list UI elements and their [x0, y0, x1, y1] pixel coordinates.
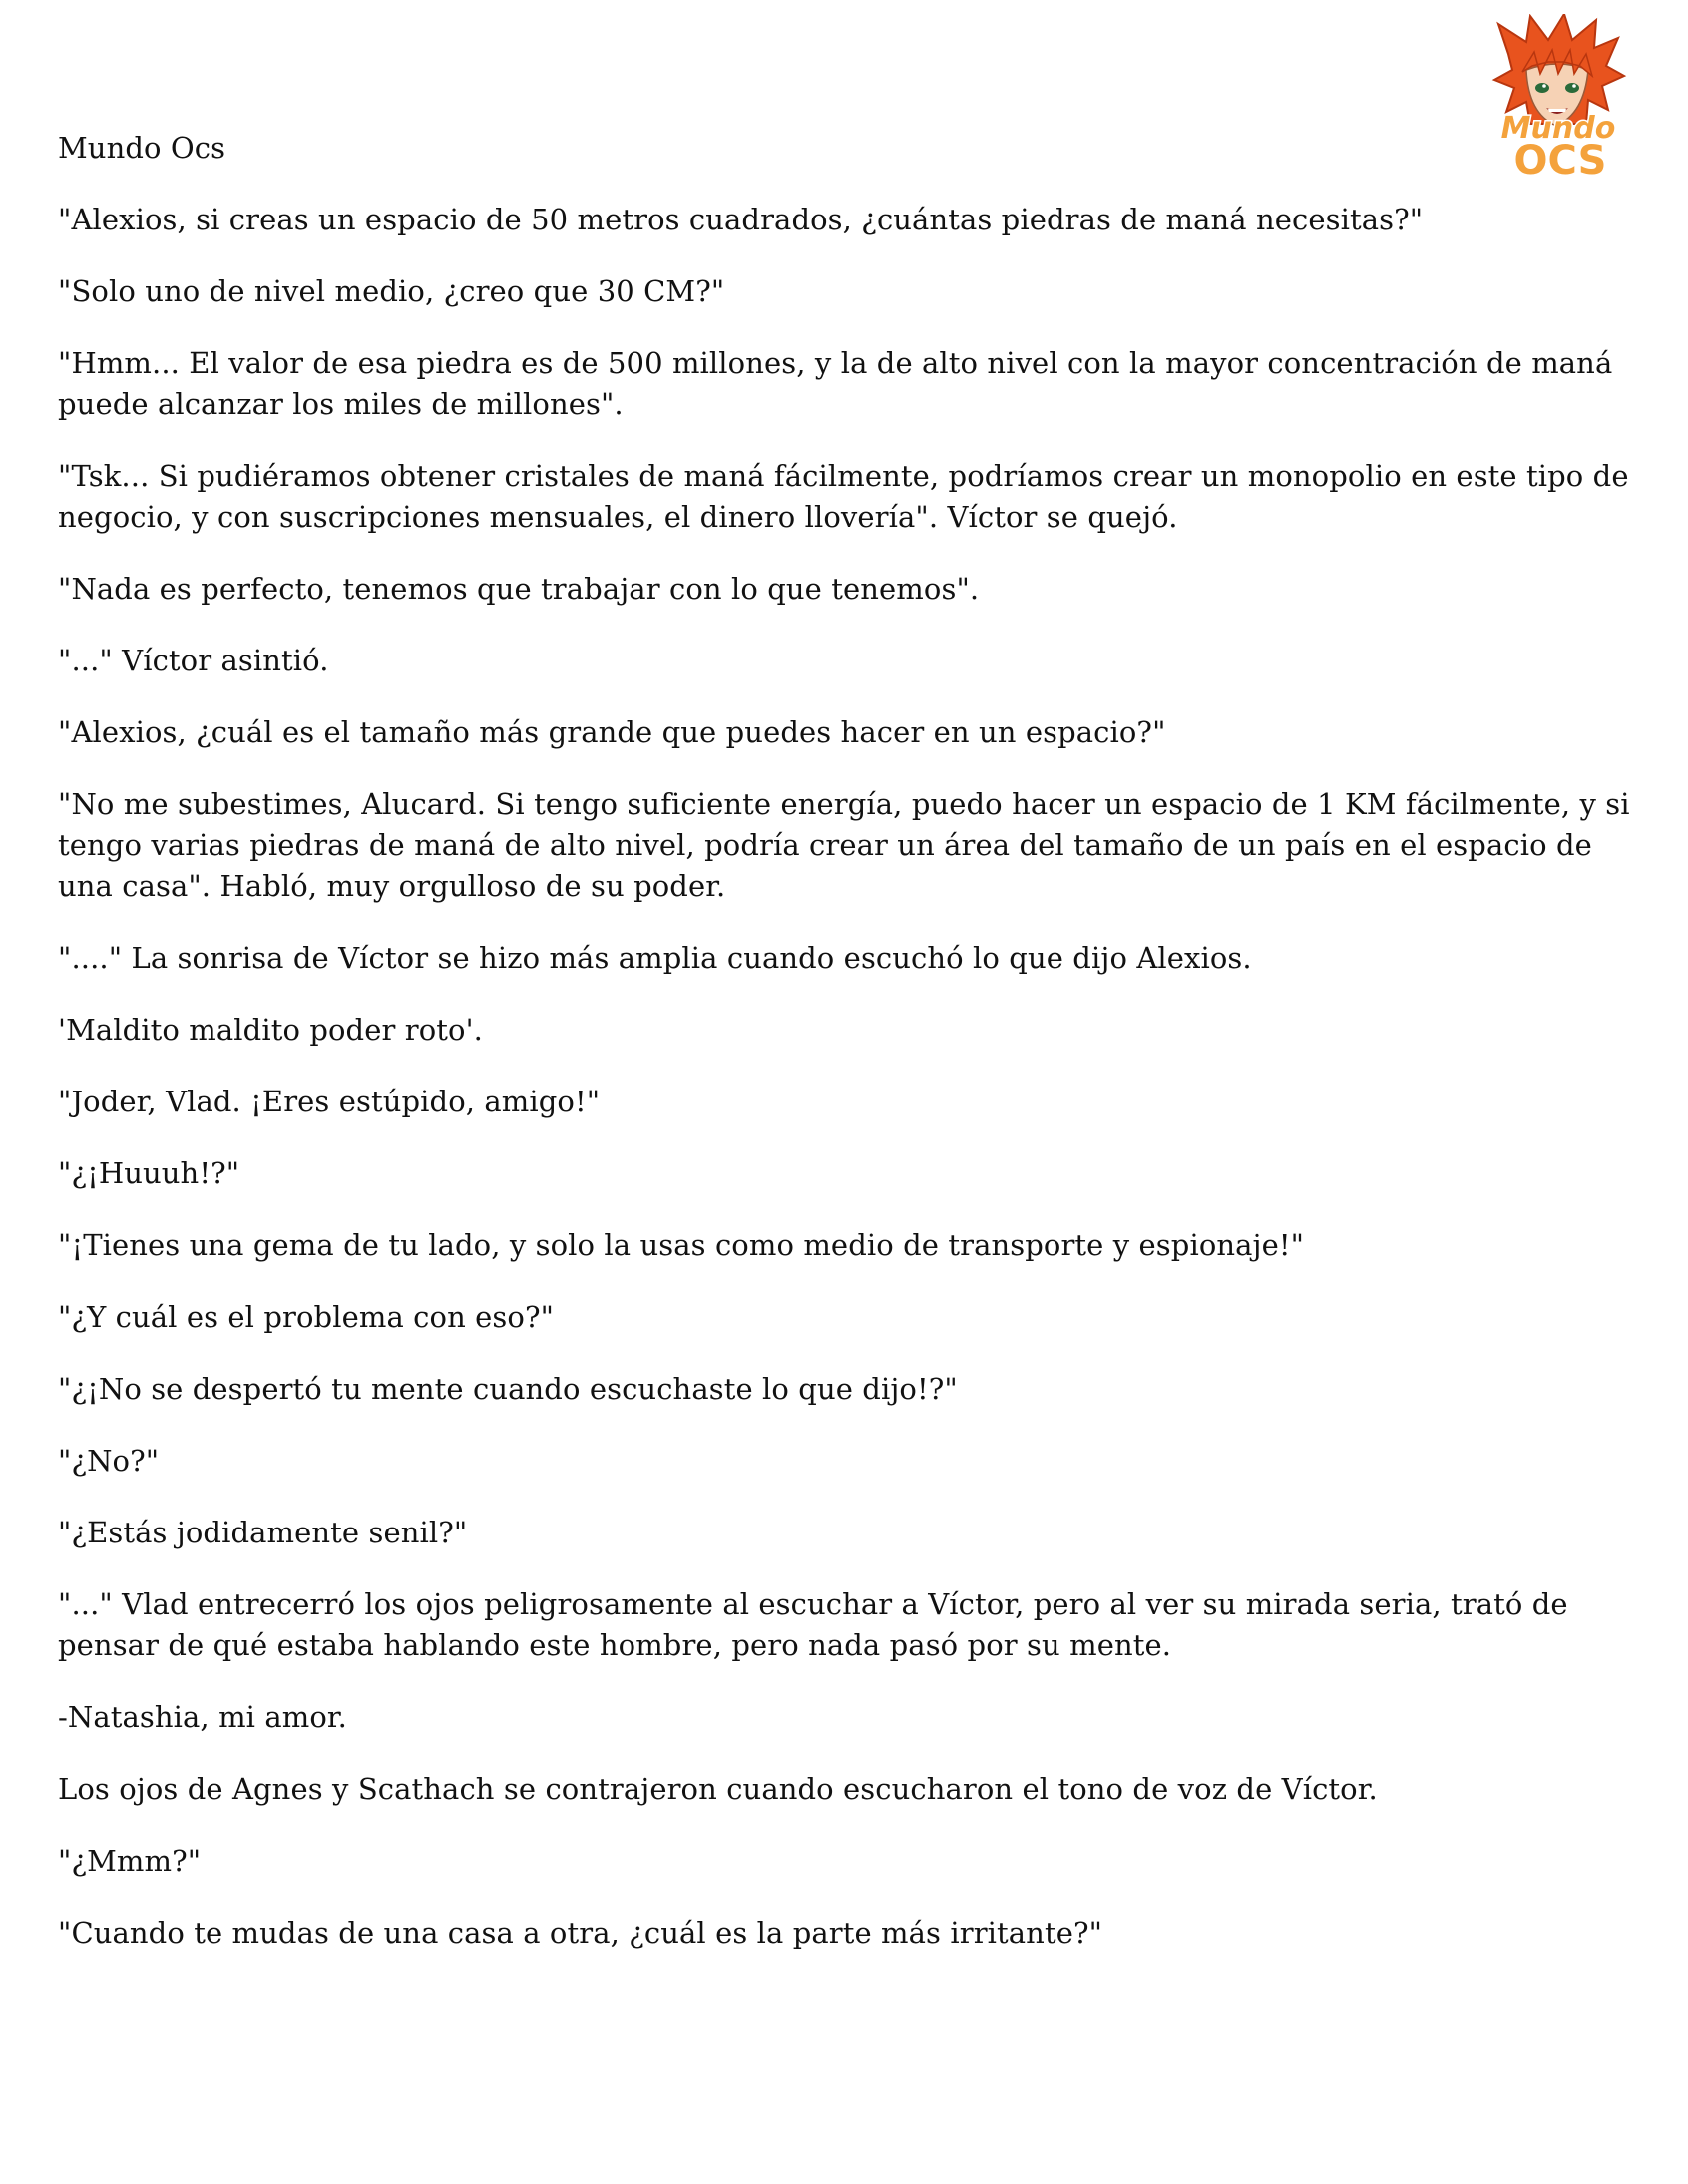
paragraph: -Natashia, mi amor.	[58, 1700, 348, 1734]
paragraph: "¡Tienes una gema de tu lado, y solo la usas como medio de transporte y espionaje!"	[58, 1228, 1305, 1262]
document-header: Mundo Ocs	[58, 131, 226, 165]
paragraph: "Solo uno de nivel medio, ¿creo que 30 CM?"	[58, 274, 725, 308]
paragraph: "Tsk... Si pudiéramos obtener cristales de maná fácilmente, podríamos crear un monopolio en este tipo de negocio, y con suscripciones mensuales, el dinero llovería". Víctor se quejó.	[58, 459, 1629, 534]
paragraph: "¿Estás jodidamente senil?"	[58, 1516, 468, 1549]
paragraph: "Alexios, si creas un espacio de 50 metros cuadrados, ¿cuántas piedras de maná necesitas?"	[58, 203, 1424, 236]
svg-text:Mundo: Mundo	[1500, 111, 1616, 146]
paragraph: "..." Vlad entrecerró los ojos peligrosamente al escuchar a Víctor, pero al ver su mirada seria, trató de pensar de qué estaba hablando este hombre, pero nada pasó por su mente.	[58, 1587, 1568, 1662]
document-body	[58, 128, 1634, 1984]
paragraph: "Hmm... El valor de esa piedra es de 500 millones, y la de alto nivel con la mayor concentración de maná puede alcanzar los miles de millones".	[58, 346, 1613, 421]
paragraph: "..." Víctor asintió.	[58, 644, 329, 677]
paragraph: "Cuando te mudas de una casa a otra, ¿cuál es la parte más irritante?"	[58, 1916, 1103, 1950]
paragraph: "¿Y cuál es el problema con eso?"	[58, 1300, 555, 1334]
paragraph: "...." La sonrisa de Víctor se hizo más amplia cuando escuchó lo que dijo Alexios.	[58, 941, 1252, 975]
paragraph: "Alexios, ¿cuál es el tamaño más grande que puedes hacer en un espacio?"	[58, 715, 1166, 749]
paragraph: "¿¡Huuuh!?"	[58, 1156, 240, 1190]
svg-text:OCS: OCS	[1513, 138, 1607, 184]
paragraph: "¿Mmm?"	[58, 1844, 202, 1878]
paragraph: Los ojos de Agnes y Scathach se contrajeron cuando escucharon el tono de voz de Víctor.	[58, 1772, 1378, 1806]
paragraph: "No me subestimes, Alucard. Si tengo suficiente energía, puedo hacer un espacio de 1 KM fácilmente, y si tengo varias piedras de maná de alto nivel, podría crear un área del tamaño de un país en el espacio de una casa". Habló, muy orgulloso de su poder.	[58, 787, 1630, 903]
paragraph: "¿No?"	[58, 1444, 160, 1478]
paragraph: "Joder, Vlad. ¡Eres estúpido, amigo!"	[58, 1085, 601, 1118]
paragraph: "¿¡No se despertó tu mente cuando escuchaste lo que dijo!?"	[58, 1372, 958, 1406]
paragraph: "Nada es perfecto, tenemos que trabajar con lo que tenemos".	[58, 572, 980, 606]
paragraph: 'Maldito maldito poder roto'.	[58, 1013, 483, 1047]
